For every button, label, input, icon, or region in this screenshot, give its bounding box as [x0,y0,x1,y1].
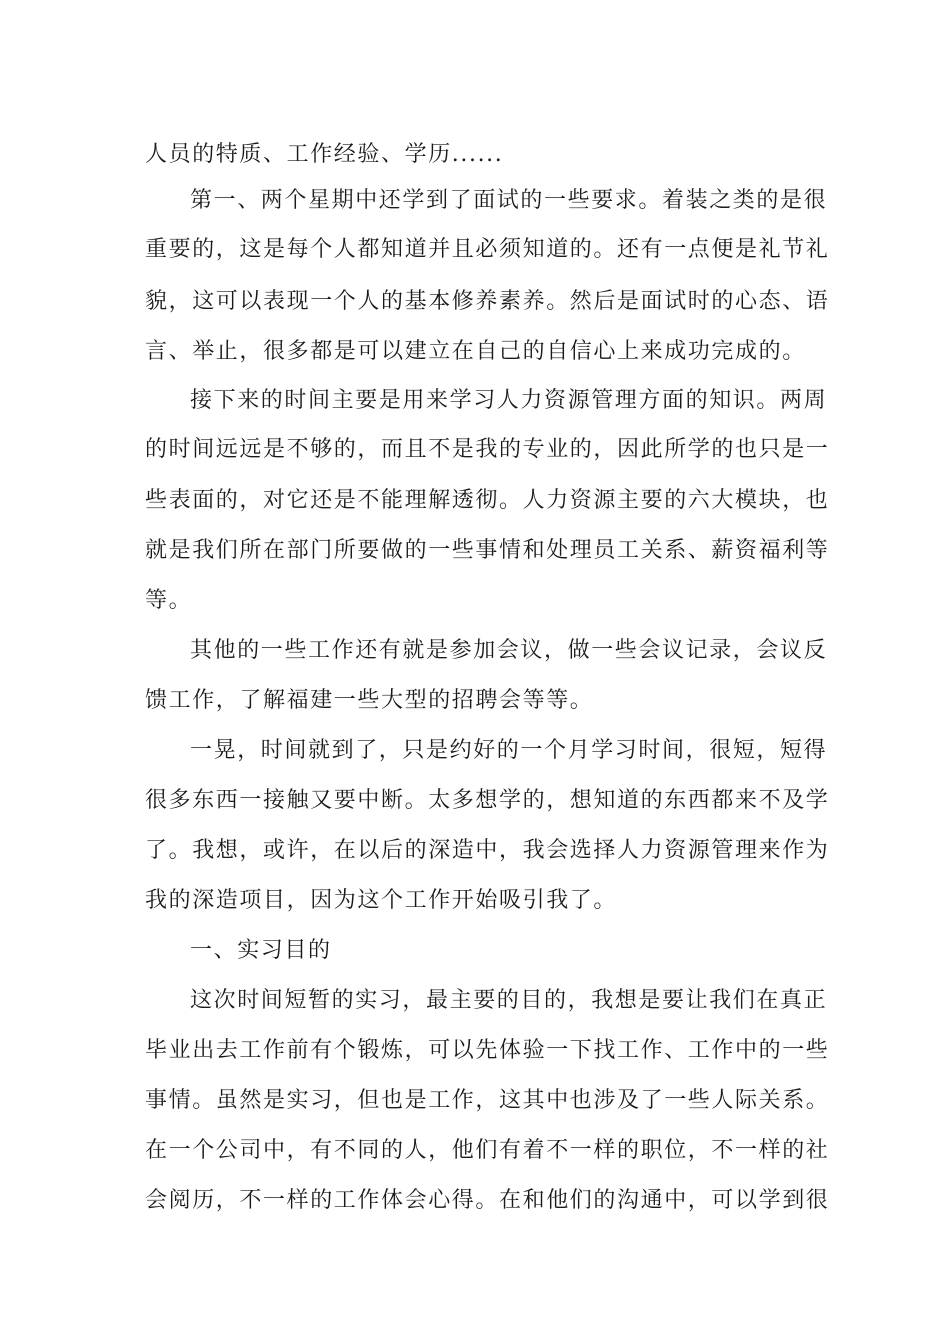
text-line: 一晃，时间就到了，只是约好的一个月学习时间，很短，短得 [190,738,828,763]
text-line: 在一个公司中，有不同的人，他们有着不一样的职位，不一样的社 [145,1138,830,1163]
text-line: 了。我想，或许，在以后的深造中，我会选择人力资源管理来作为 [145,838,830,863]
text-line: 会阅历，不一样的工作体会心得。在和他们的沟通中，可以学到很 [145,1188,830,1213]
text-line: 貌，这可以表现一个人的基本修养素养。然后是面试时的心态、语 [145,289,830,314]
text-line: 我的深造项目，因为这个工作开始吸引我了。 [145,888,618,913]
text-line: 就是我们所在部门所要做的一些事情和处理员工关系、薪资福利等 [145,538,830,563]
text-line: 毕业出去工作前有个锻炼，可以先体验一下找工作、工作中的一些 [145,1038,830,1063]
section-heading: 一、实习目的 [190,938,332,963]
text-line: 的时间远远是不够的，而且不是我的专业的，因此所学的也只是一 [145,437,830,462]
text-line: 重要的，这是每个人都知道并且必须知道的。还有一点便是礼节礼 [145,237,830,262]
text-line: 馈工作，了解福建一些大型的招聘会等等。 [145,688,594,713]
text-line: 人员的特质、工作经验、学历...... [145,142,504,167]
text-line: 些表面的，对它还是不能理解透彻。人力资源主要的六大模块，也 [145,488,830,513]
text-line: 事情。虽然是实习，但也是工作，这其中也涉及了一些人际关系。 [145,1088,830,1113]
text-line: 这次时间短暂的实习，最主要的目的，我想是要让我们在真正 [190,988,828,1013]
text-line: 其他的一些工作还有就是参加会议，做一些会议记录，会议反 [190,638,828,663]
text-line: 等。 [145,588,193,613]
text-line: 接下来的时间主要是用来学习人力资源管理方面的知识。两周 [190,388,828,413]
text-line: 言、举止，很多都是可以建立在自己的自信心上来成功完成的。 [145,339,806,364]
text-line: 很多东西一接触又要中断。太多想学的，想知道的东西都来不及学 [145,788,830,813]
text-line: 第一、两个星期中还学到了面试的一些要求。着装之类的是很 [190,188,828,213]
